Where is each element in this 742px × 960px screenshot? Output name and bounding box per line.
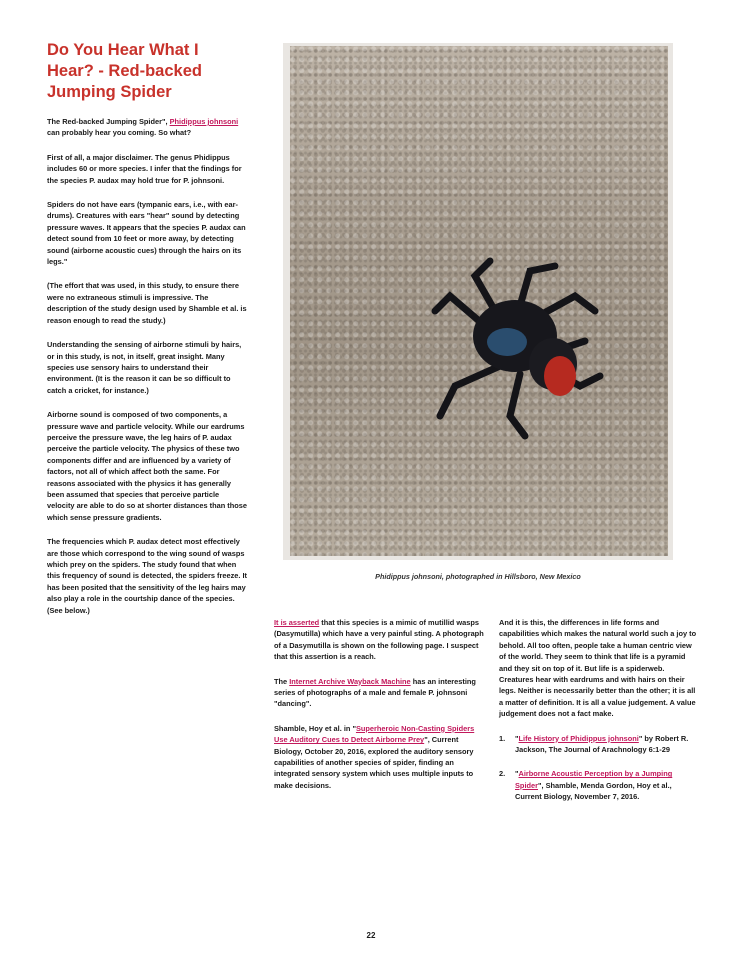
paragraph-frequencies: The frequencies which P. audax detect most effectively are those which correspond to the wing sound of wasps which prey on the spiders. The study found that when this frequency of sound is detected, the spiders freeze. It has been posited that the sensitivity of the leg hairs may also play a role in the courtship dance of the species. (See below.) <box>47 537 248 615</box>
wayback-link[interactable]: Internet Archive Wayback Machine <box>289 676 411 686</box>
middle-column <box>274 617 484 804</box>
intro-paragraph: The Red-backed Jumping Spider", Phidippus johnsoni can probably hear you coming. So what? <box>47 117 239 138</box>
page-title: Do You Hear What I Hear? - Red-backed Jumping Spider <box>47 41 202 101</box>
references-list <box>499 733 699 803</box>
reference-item: 1. "Life History of Phidippus johnsoni" by Robert R. Jackson, The Journal of Arachnology 6:1-29 <box>499 733 689 755</box>
asserted-link[interactable]: It is asserted <box>274 618 320 627</box>
paragraph-airborne-sound: Airborne sound is composed of two components, a pressure wave and particle velocity. While our eardrums perceive the pressure wave, the leg hairs of P. audax perceive the particle velocity. The physics of these two components differ and are influenced by a variety of factors, not all of which affect both the same. For reasons associated with the physics it has generally been assumed that species that perceive particle velocity are able to do so at shorter distances than those which sense pressure gradients. <box>47 410 248 522</box>
spider-illustration <box>415 256 615 446</box>
spider-photo-frame <box>283 43 673 560</box>
reference-item: 2. "Airborne Acoustic Perception by a Jumping Spider", Shamble, Menda Gordon, Hoy et al., Current Biology, November 7, 2016. <box>499 769 673 802</box>
paragraph-mimic: It is asserted that this species is a mimic of mutillid wasps (Dasymutilla) which have a very painful sting. A photograph of a Dasymutilla is shown on the following page. I suspect that this assertion is a reach. <box>274 618 484 662</box>
left-column <box>47 116 247 629</box>
paragraph-disclaimer: First of all, a major disclaimer. The genus Phidippus includes 60 or more species. I infer that the findings for the species P. audax may hold true for P. johnsoni. <box>47 152 242 185</box>
paragraph-sensory-hairs: Understanding the sensing of airborne stimuli by hairs, or in this study, is not, in itself, great insight. Many species use sensory hairs to understand their environment. (It is the reason it can be so difficult to catch a cricket, for instance.) <box>47 340 242 395</box>
reference-link[interactable]: Airborne Acoustic Perception by a Jumping Spider <box>515 769 673 790</box>
paragraph-shamble: Shamble, Hoy et al. in "Superheroic Non-Casting Spiders Use Auditory Cues to Detect Airborne Prey", Current Biology, October 20, 2016, explored the auditory sensory capabilities of another species of spider, finding an integrated sensory system which uses multiple inputs to make decisions. <box>274 723 475 790</box>
photo-caption: Phidippus johnsoni, photographed in Hillsboro, New Mexico <box>375 572 581 581</box>
paragraph-wayback: The Internet Archive Wayback Machine has an interesting series of photographs of a male and female P. johnsoni "dancing". <box>274 676 476 709</box>
right-column <box>499 617 699 816</box>
paragraph-ears: Spiders do not have ears (tympanic ears, i.e., with ear-drums). Creatures with ears "hear" sound by detecting pressure waves. It appears that the species P. audax can detect sound from 10 feet or more away, by detecting sound (airborne acoustic cues) through the hairs on its legs." <box>47 200 246 267</box>
study-link[interactable]: Superheroic Non-Casting Spiders Use Auditory Cues to Detect Airborne Prey <box>274 723 475 745</box>
spider-photo <box>290 46 668 556</box>
species-link[interactable]: Phidippus johnsoni <box>169 117 239 126</box>
paragraph-study-effort: (The effort that was used, in this study, to ensure there were no extraneous stimuli is impressive. The description of the study design used by Shamble et al. is reason enough to read the study.) <box>47 281 247 325</box>
page-number: 22 <box>366 931 376 940</box>
reference-link[interactable]: Life History of Phidippus johnsoni <box>518 733 639 743</box>
paragraph-conclusion: And it is this, the differences in life forms and capabilities which makes the natural world such a joy to behold. All too often, people take a human centric view of the world. They seem to think that life is a pyramid and they sit on top of it. But life is a spiderweb. Creatures hear with eardrums and with hairs on their legs. Neither is necessarily better than the other; it is all a matter of definition. It is all a value judgement. A value judgement does not a fact make. <box>499 618 697 719</box>
